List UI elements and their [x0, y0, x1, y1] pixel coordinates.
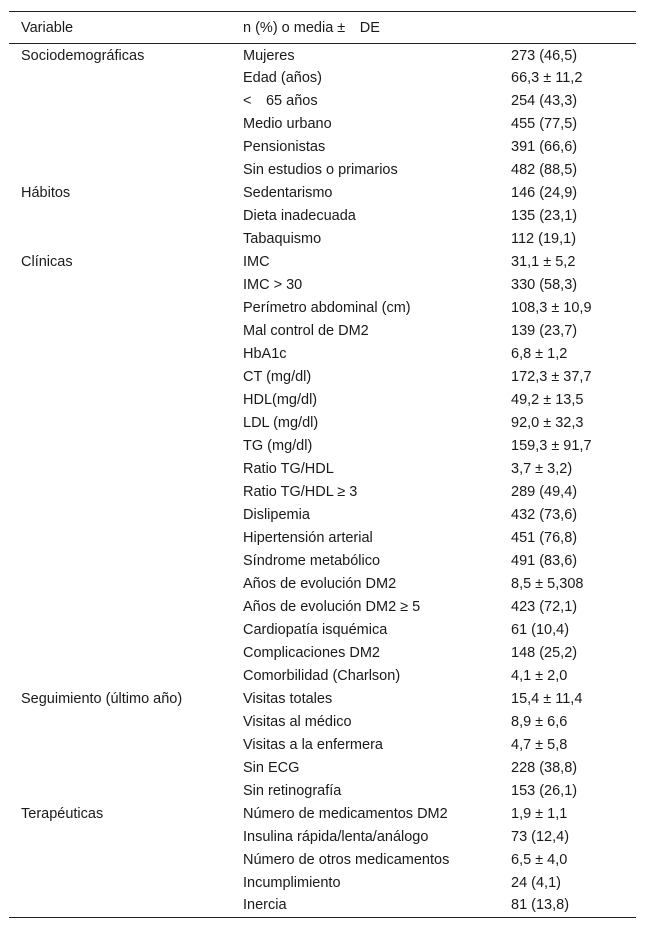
category-cell-empty — [9, 619, 231, 642]
value-cell: 81 (13,8) — [511, 896, 570, 913]
table-row — [9, 826, 636, 849]
table-row — [9, 734, 636, 757]
table-row — [9, 113, 636, 136]
table-row — [9, 780, 636, 803]
table-row — [9, 803, 636, 826]
table-row — [9, 320, 636, 343]
table-row — [9, 527, 636, 550]
category-cell-empty — [9, 596, 231, 619]
value-cell: 432 (73,6) — [511, 507, 578, 523]
category-cell-empty — [9, 274, 231, 297]
variable-cell: Años de evolución DM2 ≥ 5 — [243, 599, 421, 615]
variable-cell: Inercia — [243, 896, 287, 913]
value-cell: 148 (25,2) — [511, 645, 578, 661]
table-row — [9, 251, 636, 274]
table-row — [9, 90, 636, 113]
variable-cell: Medio urbano — [243, 116, 332, 132]
value-cell: 139 (23,7) — [511, 323, 578, 339]
variable-cell: Visitas a la enfermera — [243, 737, 383, 753]
category-cell: Clínicas — [21, 254, 73, 270]
category-cell-empty — [9, 67, 231, 90]
value-cell: 1,9 ± 1,1 — [511, 806, 568, 822]
variable-cell: Tabaquismo — [243, 231, 322, 247]
category-cell-empty — [9, 136, 231, 159]
table-row — [9, 711, 636, 734]
value-cell: 6,5 ± 4,0 — [511, 852, 568, 868]
value-cell: 482 (88,5) — [511, 162, 578, 178]
variable-cell: Años de evolución DM2 — [243, 576, 397, 592]
table-row — [9, 228, 636, 251]
variable-cell: Sin estudios o primarios — [243, 162, 398, 178]
variable-cell: Número de medicamentos DM2 — [243, 806, 448, 822]
table-row — [9, 573, 636, 596]
table-row — [9, 757, 636, 780]
table-row — [9, 205, 636, 228]
category-cell-empty — [9, 205, 231, 228]
table-row — [9, 389, 636, 412]
table-row — [9, 274, 636, 297]
table-row — [9, 688, 636, 711]
table-row — [9, 182, 636, 205]
category-cell-empty — [9, 435, 231, 458]
category-cell: Sociodemográficas — [21, 48, 145, 65]
value-cell: 92,0 ± 32,3 — [511, 415, 584, 431]
value-cell: 49,2 ± 13,5 — [511, 392, 584, 408]
value-cell: 66,3 ± 11,2 — [511, 70, 583, 86]
table-row — [9, 343, 636, 366]
variable-cell: Insulina rápida/lenta/análogo — [243, 829, 429, 845]
category-cell-empty — [9, 895, 231, 918]
value-cell: 491 (83,6) — [511, 553, 578, 569]
variable-cell: HbA1c — [243, 346, 287, 362]
value-cell: 146 (24,9) — [511, 185, 578, 201]
category-cell-empty — [9, 573, 231, 596]
value-cell: 254 (43,3) — [511, 93, 578, 109]
value-cell: 289 (49,4) — [511, 484, 578, 500]
variable-cell: Ratio TG/HDL — [243, 461, 334, 477]
variable-cell: IMC > 30 — [243, 277, 303, 293]
category-cell-empty — [9, 412, 231, 435]
table-header — [9, 12, 636, 44]
table-row — [9, 895, 636, 918]
value-cell: 4,1 ± 2,0 — [511, 668, 568, 684]
variable-cell: CT (mg/dl) — [243, 369, 312, 385]
header-value — [499, 12, 636, 44]
variable-cell: LDL (mg/dl) — [243, 415, 319, 431]
category-cell-empty — [9, 159, 231, 182]
table-body — [9, 44, 636, 918]
category-cell-empty — [9, 343, 231, 366]
table-row — [9, 412, 636, 435]
variable-cell: Sin ECG — [243, 760, 300, 776]
variable-cell: Sedentarismo — [243, 185, 333, 201]
value-cell: 8,5 ± 5,308 — [511, 576, 584, 592]
table-row — [9, 481, 636, 504]
value-cell: 15,4 ± 11,4 — [511, 691, 583, 707]
table-row — [9, 872, 636, 895]
category-cell-empty — [9, 734, 231, 757]
table-row — [9, 44, 636, 67]
variable-cell: HDL(mg/dl) — [243, 392, 318, 408]
table-row — [9, 159, 636, 182]
category-cell-empty — [9, 665, 231, 688]
variable-cell: Comorbilidad (Charlson) — [243, 668, 401, 684]
variable-cell: Edad (años) — [243, 70, 322, 86]
value-cell: 451 (76,8) — [511, 530, 578, 546]
table-row — [9, 435, 636, 458]
category-cell: Hábitos — [21, 185, 71, 201]
value-cell: 159,3 ± 91,7 — [511, 438, 592, 454]
variable-cell: Mujeres — [243, 48, 295, 65]
table-row — [9, 297, 636, 320]
variable-cell: Hipertensión arterial — [243, 530, 373, 546]
variable-cell: Complicaciones DM2 — [243, 645, 380, 661]
table-row — [9, 504, 636, 527]
value-cell: 172,3 ± 37,7 — [511, 369, 592, 385]
value-cell: 31,1 ± 5,2 — [511, 254, 576, 270]
table-row — [9, 366, 636, 389]
variable-cell: TG (mg/dl) — [243, 438, 313, 454]
category-cell-empty — [9, 320, 231, 343]
variable-cell: Mal control de DM2 — [243, 323, 369, 339]
value-cell: 330 (58,3) — [511, 277, 578, 293]
variable-cell: Visitas totales — [243, 691, 333, 707]
category-cell-empty — [9, 389, 231, 412]
category-cell-empty — [9, 90, 231, 113]
header-row — [9, 12, 636, 44]
category-cell-empty — [9, 642, 231, 665]
value-cell: 455 (77,5) — [511, 116, 578, 132]
variable-cell: Pensionistas — [243, 139, 326, 155]
value-cell: 112 (19,1) — [511, 231, 577, 247]
variable-cell: Dislipemia — [243, 507, 310, 523]
category-cell-empty — [9, 757, 231, 780]
value-cell: 228 (38,8) — [511, 760, 578, 776]
value-cell: 273 (46,5) — [511, 48, 578, 65]
value-cell: 8,9 ± 6,6 — [511, 714, 568, 730]
variable-cell: Número de otros medicamentos — [243, 852, 450, 868]
category-cell-empty — [9, 780, 231, 803]
value-cell: 135 (23,1) — [511, 208, 578, 224]
table-row — [9, 642, 636, 665]
category-cell-empty — [9, 504, 231, 527]
table-row — [9, 67, 636, 90]
table-row — [9, 849, 636, 872]
data-table-container — [9, 11, 636, 918]
category-cell-empty — [9, 458, 231, 481]
category-cell-empty — [9, 527, 231, 550]
value-cell: 6,8 ± 1,2 — [511, 346, 568, 362]
value-cell: 4,7 ± 5,8 — [511, 737, 568, 753]
table-row — [9, 550, 636, 573]
category-cell-empty — [9, 550, 231, 573]
category-cell-empty — [9, 228, 231, 251]
table-row — [9, 596, 636, 619]
category-cell-empty — [9, 826, 231, 849]
variable-cell: IMC — [243, 254, 270, 270]
value-cell: 391 (66,6) — [511, 139, 578, 155]
category-cell-empty — [9, 849, 231, 872]
variable-cell: Visitas al médico — [243, 714, 352, 730]
value-cell: 423 (72,1) — [511, 599, 578, 615]
category-cell-empty — [9, 711, 231, 734]
variable-cell: Cardiopatía isquémica — [243, 622, 388, 638]
value-cell: 108,3 ± 10,9 — [511, 300, 592, 316]
category-cell-empty — [9, 297, 231, 320]
category-cell-empty — [9, 366, 231, 389]
value-cell: 24 (4,1) — [511, 875, 561, 891]
category-cell: Terapéuticas — [21, 806, 104, 822]
value-cell: 3,7 ± 3,2) — [511, 461, 573, 477]
table-row — [9, 665, 636, 688]
table-row — [9, 136, 636, 159]
header-stat: n (%) o media ± DE — [243, 19, 380, 36]
variable-cell: Incumplimiento — [243, 875, 341, 891]
category-cell-empty — [9, 113, 231, 136]
data-table — [9, 11, 636, 918]
variable-cell: Perímetro abdominal (cm) — [243, 300, 411, 316]
category-cell: Seguimiento (último año) — [21, 691, 183, 707]
category-cell-empty — [9, 872, 231, 895]
variable-cell: Dieta inadecuada — [243, 208, 356, 224]
variable-cell: Síndrome metabólico — [243, 553, 381, 569]
variable-cell: Sin retinografía — [243, 783, 342, 799]
variable-cell: < 65 años — [243, 93, 318, 109]
variable-cell: Ratio TG/HDL ≥ 3 — [243, 484, 358, 500]
value-cell: 73 (12,4) — [511, 829, 570, 845]
value-cell: 153 (26,1) — [511, 783, 578, 799]
category-cell-empty — [9, 481, 231, 504]
table-row — [9, 619, 636, 642]
value-cell: 61 (10,4) — [511, 622, 570, 638]
table-row — [9, 458, 636, 481]
header-variable: Variable — [21, 19, 74, 36]
